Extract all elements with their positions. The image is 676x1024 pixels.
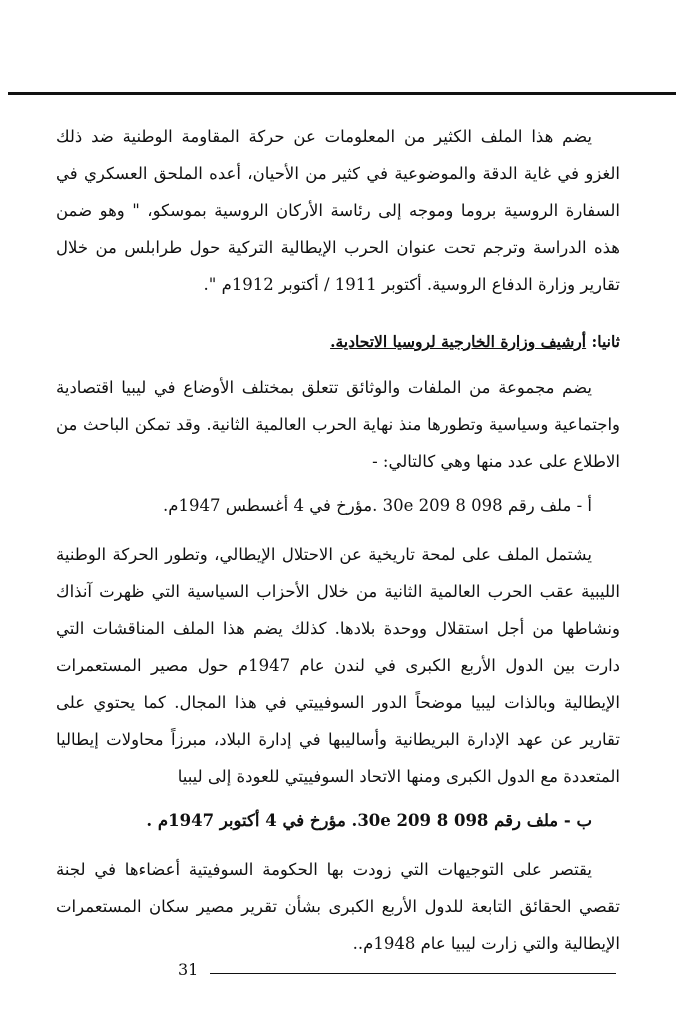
paragraph-2: يضم مجموعة من الملفات والوثائق تتعلق بمختلف الأوضاع في ليبيا اقتصادية واجتماعية وسياسية وتطورها منذ نهاية الحرب العالمية الثانية. وقد تمكن الباحث من الاطلاع على عدد منها وهي كالتالي: - [56, 378, 620, 471]
section-heading [56, 329, 620, 355]
paragraph-3: يشتمل الملف على لمحة تاريخية عن الاحتلال الإيطالي، وتطور الحركة الوطنية الليبية عقب الحرب العالمية الثانية من خلال الأحزاب السياسية التي ظهرت آنذاك ونشاطها من أجل استقلال ووحدة بلادها. كذلك يضم هذا الملف المناقشات التي دارت بين الدول الأربع الكبرى في لندن عام 1947م حول مصير المستعمرات الإيطالية وبالذات ليبيا موضحاً الدور السوفييتي في هذا المجال. كما يحتوي على تقارير عن عهد الإدارة البريطانية وأساليبها في إدارة البلاد، مبرزاً محاولات إيطاليا المتعددة مع الدول الكبرى ومنها الاتحاد السوفييتي للعودة إلى ليبيا [56, 545, 621, 786]
page-footer [0, 960, 676, 990]
paragraph-4: يقتصر على التوجيهات التي زودت بها الحكومة السوفيتية أعضاءها في لجنة تقصي الحقائق التابعة للدول الأربع الكبرى بشأن تقرير مصير سكان المستعمرات الإيطالية والتي زارت ليبيا عام 1948م.. [56, 860, 620, 953]
page-body [56, 118, 620, 962]
file-item-a: أ - ملف رقم 098 8 209 30e .مؤرخ في 4 أغسطس 1947م. [163, 496, 592, 515]
paragraph-1: يضم هذا الملف الكثير من المعلومات عن حركة المقاومة الوطنية ضد ذلك الغزو في غاية الدقة والموضوعية في كثير من الأحيان، أعده الملحق العسكري في السفارة الروسية بروما وموجه إلى رئاسة الأركان الروسية بموسكو، " وهو ضمن هذه الدراسة وترجم تحت عنوان الحرب الإيطالية التركية حول طرابلس من خلال تقارير وزارة الدفاع الروسية. أكتوبر 1911 / أكتوبر 1912م ". [56, 127, 620, 294]
footer-rule [210, 973, 616, 974]
header-rule [8, 92, 676, 95]
section-title: أرشيف وزارة الخارجية لروسيا الاتحادية. [330, 332, 587, 351]
file-item-b: ب - ملف رقم 098 8 209 30e. مؤرخ في 4 أكتوبر 1947م . [146, 811, 592, 830]
section-prefix: ثانيا: [591, 332, 620, 351]
page-number: 31 [178, 960, 199, 979]
